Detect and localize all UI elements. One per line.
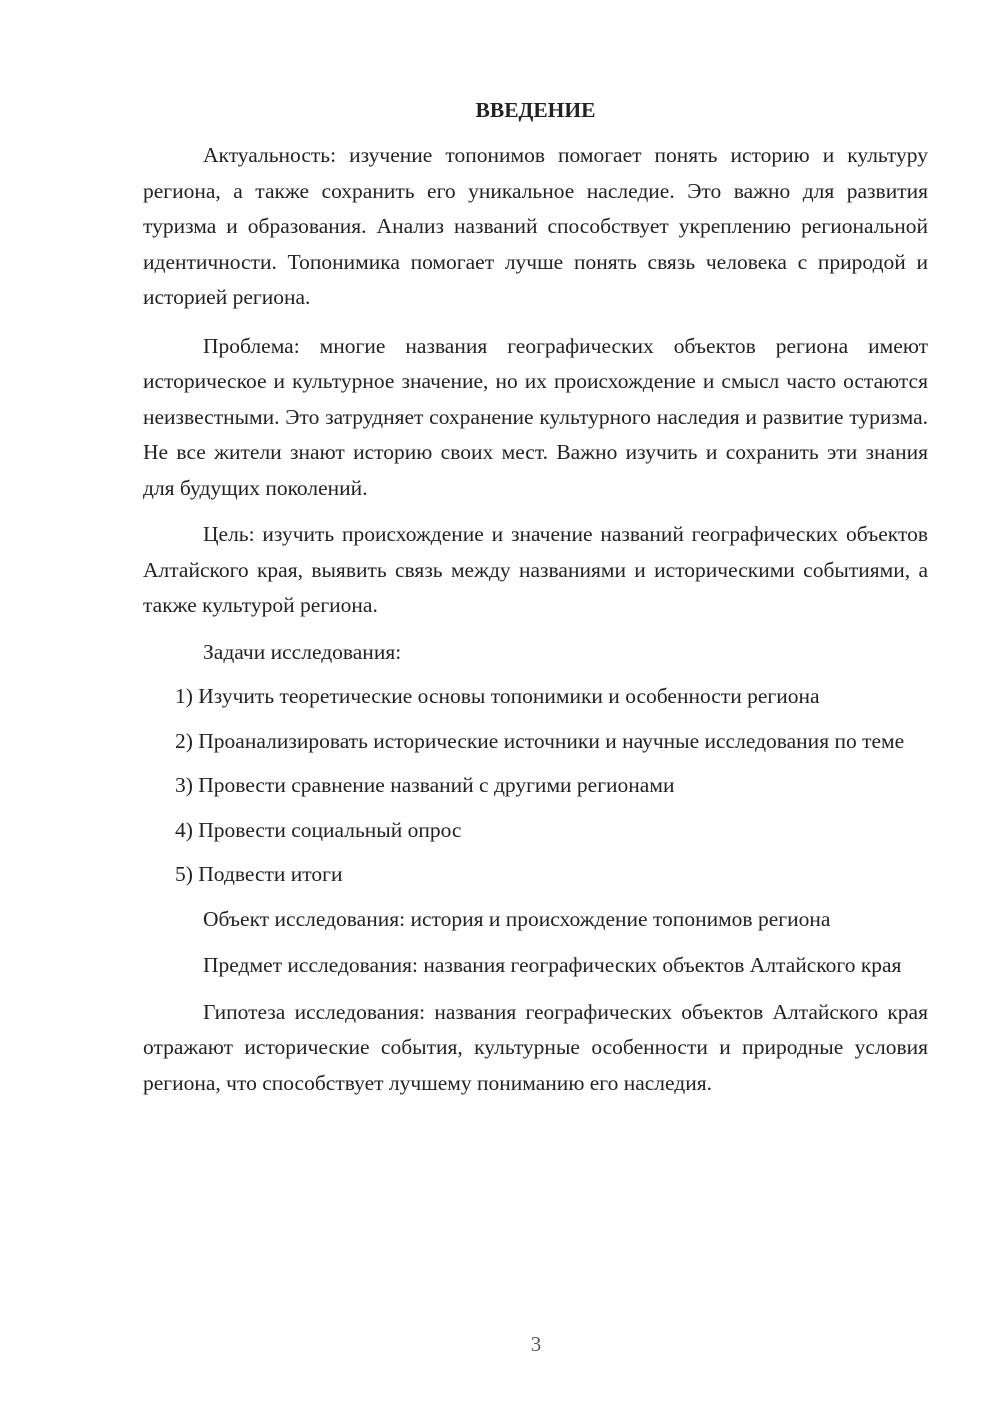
tasks-list: [143, 679, 928, 893]
page-number: 3: [530, 1332, 542, 1356]
hypothesis-paragraph: Гипотеза исследования: названия географических объектов Алтайского края отражают исторические события, культурные особенности и природные условия региона, что способствует лучшему пониманию его наследия.: [143, 999, 928, 1095]
problem-paragraph: Проблема: многие названия географических объектов региона имеют историческое и культурное значение, но их происхождение и смысл часто остаются неизвестными. Это затрудняет сохранение культурного наследия и развитие туризма. Не все жители знают историю своих мест. Важно изучить и сохранить эти знания для будущих поколений.: [143, 333, 928, 500]
tasks-heading: Задачи исследования:: [203, 639, 402, 664]
relevance-paragraph: Актуальность: изучение топонимов помогает понять историю и культуру региона, а также сохранить его уникальное наследие. Это важно для развития туризма и образования. Анализ названий способствует укреплению региональной идентичности. Топонимика помогает лучше понять связь человека с природой и историей региона.: [143, 143, 928, 309]
list-item: 1) Изучить теоретические основы топонимики и особенности региона: [175, 684, 820, 708]
object-paragraph: Объект исследования: история и происхождение топонимов региона: [203, 906, 831, 931]
goal-paragraph: Цель: изучить происхождение и значение названий географических объектов Алтайского края, выявить связь между названиями и историческими событиями, а также культурой региона.: [143, 522, 928, 617]
list-item: 4) Провести социальный опрос: [175, 817, 462, 842]
page-title: ВВЕДЕНИЕ: [475, 98, 596, 122]
list-item: 5) Подвести итоги: [175, 862, 343, 886]
list-item: 3) Провести сравнение названий с другими регионами: [175, 773, 675, 797]
list-item: 2) Проанализировать исторические источники и научные исследования по теме: [175, 728, 905, 753]
page-content: [143, 94, 928, 1101]
subject-paragraph: Предмет исследования: названия географических объектов Алтайского края: [203, 953, 902, 977]
